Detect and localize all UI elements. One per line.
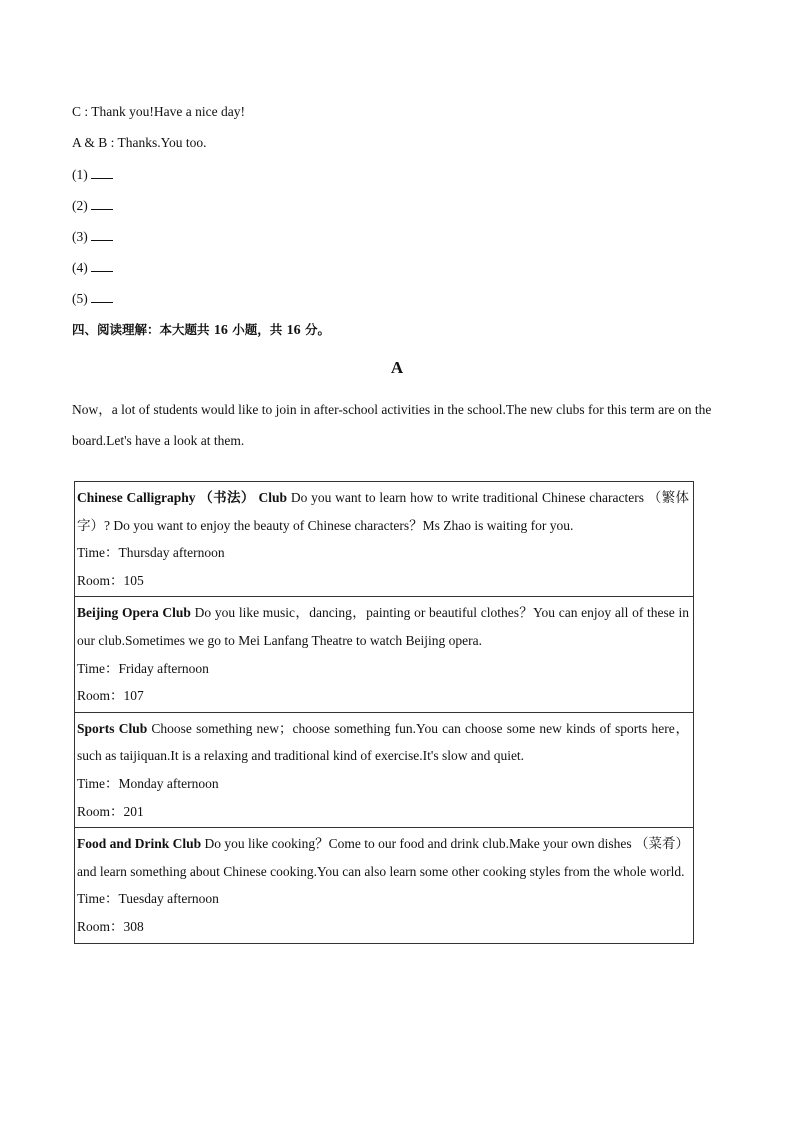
blank-number: (5) bbox=[72, 291, 88, 306]
point-count: 16 bbox=[286, 323, 301, 338]
club-time: Time：Monday afternoon bbox=[77, 775, 219, 791]
club-room: Room：105 bbox=[77, 572, 144, 588]
club-room: Room：308 bbox=[77, 918, 144, 934]
club-description-block bbox=[77, 715, 689, 770]
club-room: Room：107 bbox=[77, 688, 144, 704]
blank-number: (2) bbox=[72, 198, 88, 213]
speaker-label: A & B : bbox=[72, 135, 115, 150]
dialogue-line-ab bbox=[72, 134, 207, 152]
club-description: Do you like cooking？Come to our food and drink club.Make your own dishes （菜肴） and learn something about Chinese cooking.You can also learn some other cooking styles from the whole world. bbox=[77, 836, 689, 879]
blank-underline bbox=[91, 197, 113, 210]
blank-underline bbox=[91, 290, 113, 303]
speaker-label: C : bbox=[72, 104, 89, 119]
club-entry-calligraphy bbox=[75, 482, 693, 596]
club-name: Sports Club bbox=[77, 720, 148, 736]
club-description: Do you want to learn how to write traditional Chinese characters （繁体字）? Do you want to enjoy the beauty of Chinese characters？Ms Zhao is waiting for you. bbox=[77, 490, 690, 533]
answer-blank-3[interactable] bbox=[72, 228, 113, 246]
blank-underline bbox=[91, 259, 113, 272]
dialogue-line-c bbox=[72, 103, 245, 121]
club-time: Time：Thursday afternoon bbox=[77, 545, 225, 561]
club-room: Room：201 bbox=[77, 803, 144, 819]
club-name: Food and Drink Club bbox=[77, 836, 202, 852]
answer-blank-4[interactable] bbox=[72, 259, 113, 277]
passage-title: A bbox=[390, 358, 404, 377]
blank-underline bbox=[91, 166, 113, 179]
question-count: 16 bbox=[213, 323, 228, 338]
dialogue-text: Thank you!Have a nice day! bbox=[91, 104, 245, 119]
club-description-block bbox=[77, 599, 689, 654]
answer-blank-5[interactable] bbox=[72, 290, 113, 308]
club-name: Beijing Opera Club bbox=[77, 605, 191, 621]
section-heading bbox=[72, 321, 330, 340]
section-heading-prefix: 四、阅读理解：本大题共 bbox=[72, 322, 210, 337]
club-description: Choose something new；choose something fun.You can choose some new kinds of sports here，such as taijiquan.It is a relaxing and traditional kind of exercise.It's slow and quiet. bbox=[77, 720, 690, 764]
answer-blank-1[interactable] bbox=[72, 166, 113, 184]
section-heading-suffix: 分。 bbox=[304, 322, 330, 337]
club-entry-sports bbox=[75, 712, 693, 827]
club-description-block bbox=[77, 830, 689, 885]
club-time: Time：Tuesday afternoon bbox=[77, 891, 219, 907]
dialogue-text: Thanks.You too. bbox=[117, 135, 207, 150]
club-name: Chinese Calligraphy （书法） Club bbox=[77, 490, 288, 505]
club-time: Time：Friday afternoon bbox=[77, 660, 209, 676]
passage-intro: Now，a lot of students would like to join in after-school activities in the school.The new clubs for this term are on the board.Let's have a look at them. bbox=[72, 402, 712, 448]
club-entry-food-drink bbox=[75, 827, 693, 942]
blank-number: (4) bbox=[72, 260, 88, 275]
answer-blank-2[interactable] bbox=[72, 197, 113, 215]
blank-underline bbox=[91, 228, 113, 241]
club-description-block bbox=[77, 484, 689, 539]
club-entry-beijing-opera bbox=[75, 596, 693, 711]
club-board bbox=[74, 481, 694, 944]
section-heading-middle: 小题，共 bbox=[232, 322, 283, 337]
blank-number: (3) bbox=[72, 229, 88, 244]
club-description: Do you like music，dancing，painting or beautiful clothes？You can enjoy all of these in our club.Sometimes we go to Mei Lanfang Theatre to watch Beijing opera. bbox=[77, 605, 689, 648]
blank-number: (1) bbox=[72, 167, 88, 182]
